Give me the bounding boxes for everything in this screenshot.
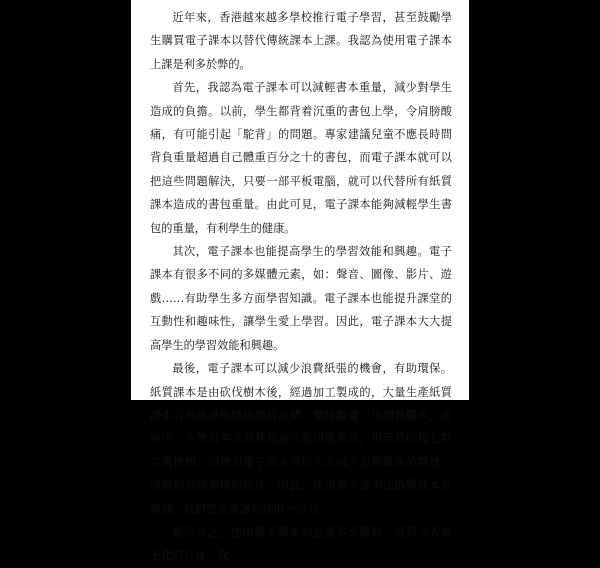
paragraph-third-point: 最後，電子課本可以減少浪費紙張的機會，有助環保。紙質課本是由砍伐樹木後，經過加工製成的，大量生產紙質課本容易造成地球資源的浪費。環保觸覺一項調查顯示，香港中、小學每年共消耗超過八點四億張紙，相等於砍伐七點二萬棵樹。而使用電子課本可以大大減少浪費紙張的數量，減輕對地球環境的破壞。因此，使用電子課本比紙質課本更環保，我們要為保護地球出一份力。	[150, 362, 452, 516]
essay-body	[150, 6, 452, 568]
paragraph-first-point: 首先，我認為電子課本可以減輕書本重量，減少對學生造成的負擔。以前，學生都背着沉重的書包上學，令肩膀酸痛，有可能引起「駝背」的問題。專家建議兒童不應長時間背負重量超過自己體重百分之十的書包，而電子課本就可以把這些問題解決，只要一部平板電腦，就可以代替所有紙質課本造成的書包重量。由此可見，電子課本能夠減輕學生書包的重量，有利學生的健康。	[150, 81, 452, 235]
paragraph-second-point: 其次，電子課本也能提高學生的學習效能和興趣。電子課本有很多不同的多媒體元素，如：聲音、圖像、影片、遊戲……有助學生多方面學習知識。電子課本也能提升課堂的互動性和趣味性，讓學生愛上學習。因此，電子課本大大提高學生的學習效能和興趣。	[150, 245, 452, 352]
document-page	[131, 0, 469, 563]
paragraph-intro: 近年來，香港越來越多學校推行電子學習，甚至鼓勵學生購買電子課本以替代傳統課本上課。我認為使用電子課本上課是利多於弊的。	[150, 11, 452, 71]
paragraph-conclusion: 總而言之，使用電子課本的益處多不勝數，面對今天電子化的社會，我	[150, 525, 452, 563]
